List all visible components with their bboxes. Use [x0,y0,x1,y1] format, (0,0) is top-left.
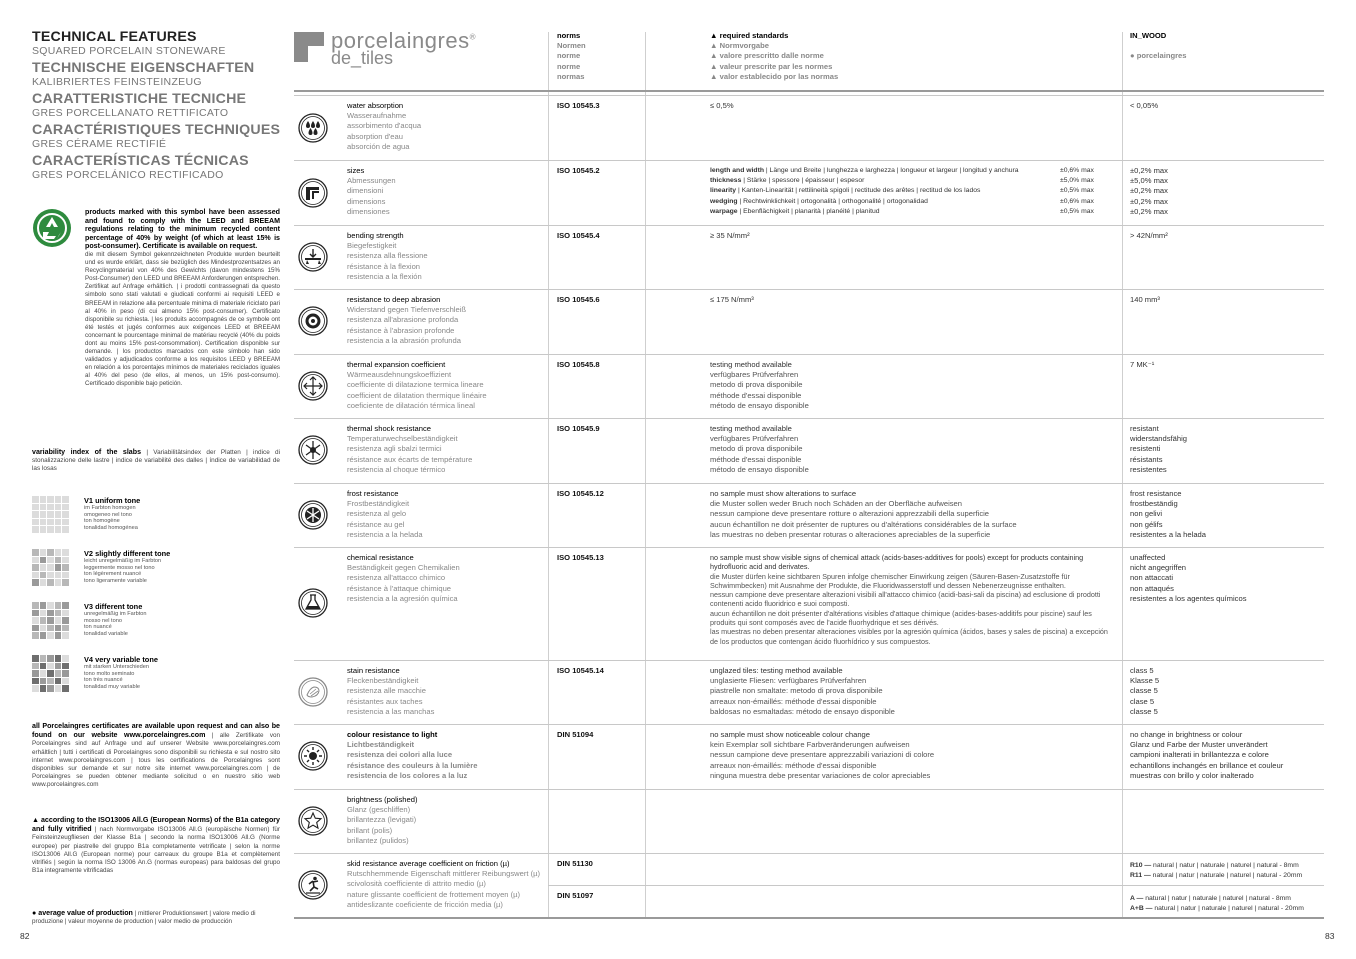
swatch-cell [40,632,47,639]
swatch-cell [40,557,47,564]
snowflake-icon [298,500,328,530]
table-row: colour resistance to light Lichtbeständigkeit resistenza dei colori alla luce résistance des couleurs à la lumière resistencia de los colores a la luz DIN 51094 no sample must show noticeable colour change kein Exemplar soll sichtbare Farbveränderungen aufweisen nessun campione deve presentare apprezzabili variazioni di colore arreaux non-émaillés: méthode d'essai disponible ninguna muestra debe presentar variaciones de color apreciables no change in brightness or colour Glanz und Farbe der Muster unverändert campioni inalterati in brillantezza e colore echantillons inchangés en brillance et couleur muestras con brillo y color inalterado [347,730,1284,780]
table-row: brightness (polished) Glanz (geschliffen) brillantezza (levigati) brillant (polis) brillantez (pulidos) [294,790,1324,853]
swatch-cell [40,655,47,662]
swatch-cell [40,526,47,533]
swatch-cell [47,670,54,677]
swatch-cell [55,579,62,586]
swatch-cell [47,579,54,586]
swatch-cell [62,511,69,518]
table-row: chemical resistance Beständigkeit gegen Chemikalien resistenza all'attacco chimico résistance à l'attaque chimique resistencia a la agresión química ISO 10545.13 no sample must show visible signs of chemical attack (acids-bases-additives for pools) except for products containing hydrofluoric acid and derivates. die Muster dürfen keine sichtbaren Spuren infolge chemischer Einwirkung zeigen (Säuren-Basen-Zusatzstoffe für Schwimmbecken) mit Ausnahme der Produkte, die Fluoridwasserstoff und dessen Nebenerzeugnisse enthalten. nessun campione deve presentare alterazioni visibili all'attacco chimico (acidi-basi-sali da piscina) ad esclusione di prodotti contenenti acido fluoridrico e suoi composti. aucun échantillon ne doit présenter d'altérations visibles d'attaque chimique (acides-bases-additifs pour piscine) sauf les produits qui sont composés avec de l'acide fluorhydrique et ses dérivés. las muestras no deben presentar alteraciones visibles por la agresión química (ácidos, bases y sales de piscina) a excepción de los productos que contengan ácido fluorhídrico y sus compuestos. unaffected nicht angegriffen non attaccati non attaqués resistentes a los agentes químicos [294,548,1324,660]
title-es: CARACTERÍSTICAS TÉCNICAS GRES PORCELÁNICO RECTIFICADO [32,153,249,181]
swatch-cell [62,670,69,677]
swatch-cell [47,655,54,662]
swatch-cell [40,670,47,677]
swatch-cell [55,663,62,670]
swatch-cell [40,572,47,579]
title-it: CARATTERISTICHE TECNICHE GRES PORCELLANATO RETTIFICATO [32,91,247,119]
swatch-cell [32,549,39,556]
swatch-cell [47,617,54,624]
v1-swatch [32,496,69,533]
swatch-cell [32,602,39,609]
swatch-cell [62,496,69,503]
swatch-cell [62,504,69,511]
swatch-cell [40,519,47,526]
swatch-cell [32,557,39,564]
swatch-cell [32,496,39,503]
swatch-cell [40,496,47,503]
v3-swatch [32,602,69,639]
table-row: skid resistance average coefficient on friction (µ) Rutschhemmende Eigenschaft mittlerer Reibungswert (µ) scivolosità coefficiente di attrito medio (µ) nature glissante coefficient de frottement moyen (µ) antideslizante coeficiente de fricción media (µ) DIN 51130 DIN 51097 R10 — natural | natur | naturale | naturel | natural - 8mm R11 — natural | natur | naturale | naturel | natural - 20mm A — natural | natur | naturale | naturel | natural - 8mm A+B — natural | natur | naturale | naturel | natural - 20mm [294,854,1324,917]
swatch-cell [47,602,54,609]
iso-note: ▲ according to the ISO13006 All.G (European Norms) of the B1a category and fully vitrified | nach Normvorgabe ISO13006 All.G (europäische Normen) für Feinsteinzeugfliesen der Klasse B1a | secondo la norma ISO13006 All.G (Norme europee) per piastrelle del gruppo B1a completamente vetrificate | selon la norme ISO13006 All.G (European norme) pour carreaux du groupe B1a et complètement vitrifiés | según la norma ISO 13006 An.G (normas europeas) para baldosas del grupo B1a integramente vitrificadas [32,816,281,875]
table-row: frost resistance Frostbeständigkeit resistenza al gelo résistance au gel resistencia a la helada ISO 10545.12 no sample must show alterations to surface die Muster sollen weder Bruch noch Schäden an der Oberfläche aufweisen nessun campione deve presentare rotture o alterazioni apprezzabili della superficie aucun échantillon ne doit présenter de ruptures ou d'altérations considérables de la surface las muestras no deben presentar roturas o alteraciones apreciables de la superficie frost resistance frostbeständig non gelivi non gélifs resistentes a la helada [294,484,1324,547]
variation-v1: V1 uniform tone im Farbton homogen omogeneo nel tono ton homogène tonalidad homogénea [32,496,280,536]
swatch-cell [47,564,54,571]
left-page [32,29,281,926]
swatch-cell [47,557,54,564]
swatch-cell [32,632,39,639]
slip-icon [298,870,328,900]
swatch-cell [32,625,39,632]
swatch-cell [32,579,39,586]
swatch-cell [62,572,69,579]
swatch-cell [40,610,47,617]
title-de: TECHNISCHE EIGENSCHAFTEN KALIBRIERTES FEINSTEINZEUG [32,60,255,88]
swatch-cell [62,526,69,533]
swatch-cell [40,625,47,632]
swatch-cell [47,610,54,617]
swatch-cell [32,685,39,692]
swatch-cell [32,678,39,685]
v4-swatch [32,655,69,692]
swatch-cell [32,526,39,533]
variation-v3: V3 different tone unregelmäßig im Farbton mosso nel tono ton nuancé tonalidad variable [32,602,280,642]
table-row: stain resistance Fleckenbeständigkeit resistenza alle macchie résistantes aux taches resistencia a las manchas ISO 10545.14 unglazed tiles: testing method available unglasierte Fliesen: verfügbares Prüfverfahren piastrelle non smaltate: metodo di prova disponibile arreaux non-émaillés: méthode d'essai disponible baldosas no esmaltadas: método de ensayo disponible class 5 Klasse 5 classe 5 clase 5 classe 5 [294,661,1324,724]
swatch-cell [32,504,39,511]
title-en: TECHNICAL FEATURES SQUARED PORCELAIN STONEWARE [32,29,226,57]
swatch-cell [40,564,47,571]
swatch-cell [62,663,69,670]
swatch-cell [32,663,39,670]
swatch-cell [47,519,54,526]
swatch-cell [55,625,62,632]
swatch-cell [55,519,62,526]
swatch-cell [55,678,62,685]
swatch-cell [40,504,47,511]
swatch-cell [40,617,47,624]
swatch-cell [47,549,54,556]
swatch-cell [47,504,54,511]
swatch-cell [32,617,39,624]
swatch-cell [40,678,47,685]
certificates-note: all Porcelaingres certificates are available upon request and can also be found on our website www.porcelaingres.com | alle Zertifikate von Porcelaingres sind auf Anfrage und auf unserer Website www.porcelaingres.com erhältlich | tutti i certificati di Porcelaingres sono disponibili su richiesta e sul nostro sito internet www.porcelaingres.com | tous les certifications de Porcelaingres sont disponibles sur demande et sur notre site internet www.porcelaingres.com | de Porcelaingres se pueden obtener mediante solicitud o en nuestro sitio web www.porcelaingres.com [32,722,281,789]
average-note: ● average value of production | mittlerer Produktionswert | valore medio di produzione | valeur moyenne de production | valor medio de producción [32,909,256,926]
swatch-cell [62,549,69,556]
stain-icon [298,677,328,707]
title-fr: CARACTÉRISTIQUES TECHNIQUES GRES CÉRAME RECTIFIÉ [32,122,281,150]
swatch-cell [55,564,62,571]
table-row: sizes Abmessungen dimensioni dimensions dimensiones ISO 10545.2 length and width | Länge und Breite | lunghezza e larghezza | longueur et largeur | longitud y anchura ±0,6% max thickness | Stärke | spessore | épaisseur | espesor ±5,0% max linearity | Kanten-Linearität | rettilineità spigoli | rectitude des arêtes | rectitud de los lados ±0,5% max wedging | Rechtwinklichkeit | ortogonalità | orthogonalité | ortogonalidad ±0,6% max warpage | Ebenflächigkeit | planarità | planéité | planitud ±0,5% max ±0,2% max ±5,0% max ±0,2% max ±0,2% max ±0,2% max [294,161,1324,225]
swatch-cell [55,549,62,556]
swatch-cell [62,632,69,639]
sun-icon [298,741,328,771]
swatch-cell [55,617,62,624]
swatch-cell [40,602,47,609]
flask-icon [298,588,328,618]
drops-icon [298,113,328,143]
swatch-cell [32,655,39,662]
swatch-cell [62,678,69,685]
swatch-cell [55,685,62,692]
table-row: bending strength Biegefestigkeit resistenza alla flessione résistance à la flexion resistencia a la flexión ISO 10545.4 ≥ 35 N/mm² > 42N/mm² [294,226,1324,289]
swatch-cell [32,519,39,526]
swatch-cell [55,496,62,503]
swatch-cell [55,632,62,639]
title-block [32,30,280,181]
expansion-icon [298,371,328,401]
swatch-cell [32,564,39,571]
caliper-icon [298,178,328,208]
swatch-cell [62,602,69,609]
star-icon [298,806,328,836]
swatch-cell [62,610,69,617]
thermal-shock-icon [298,435,328,465]
swatch-cell [32,511,39,518]
swatch-cell [62,564,69,571]
swatch-cell [55,526,62,533]
swatch-cell [55,572,62,579]
recycle-note: products marked with this symbol have been assessed and found to comply with the LEED and BREEAM regulations relating to the minimum recycled content percentage of 40% by weight (of which at least 15% is post-consumer). Certificate is available on request. die mit diesem Symbol gekennzeichneten Produkte wurden beurteilt und es wurde erklärt, dass sie bezüglich des Mindestprozentsatzes an Recyclingmaterial von 40% des Gewichts (davon mindestens 15% Post-Consumer) den LEED und BREEAM Anforderungen entsprechen. Zertifikat auf Anfrage erhältlich. | i prodotti contrassegnati da questo simbolo sono stati valutati e giudicati conformi ai requisiti LEED e BREEAM in relazione alla percentuale minima di materiale riciclato pari al 40% in peso (di cui almeno 15% post-consumer). Certificato disponibile su richiesta. | les produits accompagnés de ce symbole ont été testés et jugés conformes aux exigences LEED et BREEAM concernant le pourcentage minimal de matériau recyclé (40% du poids dont au moins 15% post-consommation). Certification disponible sur demande. | los productos marcados con este símbolo han sido validados y adjudicados conforme a los requisitos LEED y BREEAM en relación a los porcentajes mínimos de materiales reciclados iguales al 40% del peso (de ellos, al menos, un 15% post-consumo). Certificado disponible bajo petición. [85,208,280,388]
required-standards-header: ▲ required standards ▲ Normvorgabe ▲ valore prescritto dalle norme ▲ valeur prescrite par les normes ▲ valor establecido por las normas [710,31,839,81]
table-row: thermal expansion coefficient Wärmeausdehnungskoeffizient coefficiente di dilatazione termica lineare coefficient de dilatation thermique linéaire coeficiente de dilatación térmica lineal ISO 10545.8 testing method available verfügbares Prüfverfahren metodo di prova disponibile méthode d'essai disponible método de ensayo disponible 7 MK⁻¹ [294,355,1324,418]
swatch-cell [40,685,47,692]
swatch-cell [55,504,62,511]
table-row: thermal shock resistance Temperaturwechselbeständigkeit resistenza agli sbalzi termici résistance aux écarts de température resistencia al choque térmico ISO 10545.9 testing method available verfügbares Prüfverfahren metodo di prova disponibile méthode d'essai disponible método de ensayo disponible resistant widerstandsfähig resistenti résistants resistentes [294,419,1324,483]
swatch-cell [47,496,54,503]
swatch-cell [47,572,54,579]
swatch-cell [47,511,54,518]
swatch-cell [40,549,47,556]
bending-icon [298,242,328,272]
table-row: resistance to deep abrasion Widerstand gegen Tiefenverschleiß resistenza all'abrasione profonda résistance à l'abrasion profonde resistencia a la abrasión profunda ISO 10545.6 ≤ 175 N/mm³ 140 mm³ [294,290,1324,354]
swatch-cell [47,632,54,639]
swatch-cell [62,557,69,564]
swatch-cell [55,557,62,564]
swatch-cell [40,579,47,586]
variation-v2: V2 slightly different tone leicht unregelmäßig im Farbton leggermente mosso nel tono ton légèrement nuancé tono ligeramente variable [32,549,280,589]
table-row: water absorption Wasseraufnahme assorbimento d'acqua absorption d'eau absorción de agua ISO 10545.3 ≤ 0,5% < 0,05% [294,96,1324,160]
norms-header: norms Normen norme norme normas [557,31,586,81]
v2-swatch [32,549,69,586]
recycle-icon [32,208,72,248]
swatch-cell [55,670,62,677]
swatch-cell [47,685,54,692]
swatch-cell [55,511,62,518]
porcelaingres-logo: porcelaingres® de_tiles [294,32,544,72]
page-number-left: 82 [20,931,30,941]
variation-v4: V4 very variable tone mit starken Unterschieden tono molto seminato ton très nuancé tonalidad muy variable [32,655,280,695]
swatch-cell [62,617,69,624]
swatch-cell [47,663,54,670]
swatch-cell [55,655,62,662]
swatch-cell [40,663,47,670]
swatch-cell [62,655,69,662]
swatch-cell [62,625,69,632]
abrasion-icon [298,306,328,336]
swatch-cell [32,670,39,677]
swatch-cell [62,519,69,526]
swatch-cell [40,511,47,518]
swatch-cell [62,579,69,586]
swatch-cell [55,610,62,617]
page-number-right: 83 [1325,931,1335,941]
swatch-cell [55,602,62,609]
swatch-cell [32,610,39,617]
series-header: IN_WOOD ● porcelaingres [1130,31,1187,61]
variability-heading: variability index of the slabs | Variabilitätsindex der Platten | indice di stonalizzazione delle lastre | indice de variabilité des dalles | índice de variabilidad de las losas [32,448,280,473]
swatch-cell [47,526,54,533]
swatch-cell [32,572,39,579]
swatch-cell [47,678,54,685]
swatch-cell [62,685,69,692]
swatch-cell [47,625,54,632]
